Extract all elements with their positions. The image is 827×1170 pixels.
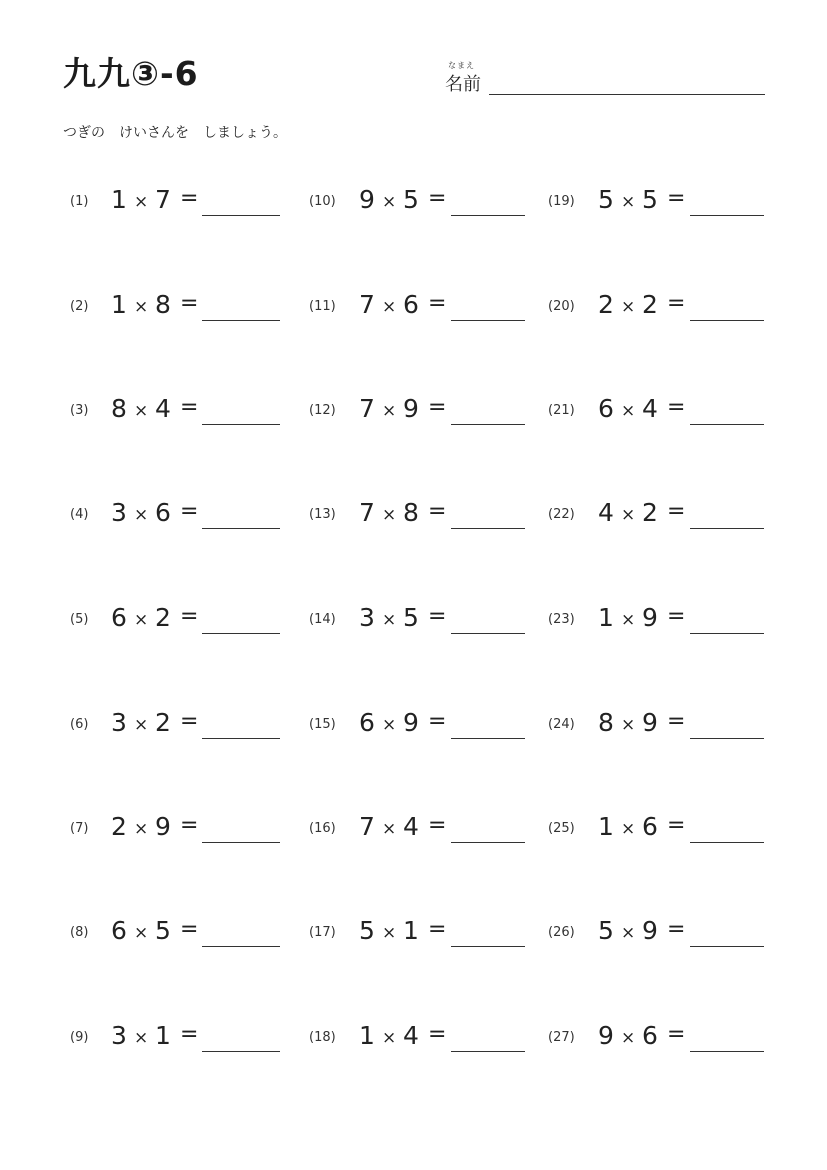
operand-a: 6	[111, 916, 127, 945]
operand-b: 4	[403, 1021, 419, 1050]
times-sign: ×	[621, 610, 636, 630]
worksheet-title: 九九③-6	[63, 54, 199, 93]
answer-blank[interactable]	[690, 215, 764, 216]
operand-a: 4	[598, 498, 614, 527]
times-sign: ×	[621, 297, 636, 317]
problem-number: (27)	[548, 1030, 575, 1045]
equals-sign: =	[667, 186, 686, 211]
equals-sign: =	[180, 917, 199, 942]
equals-sign: =	[428, 813, 447, 838]
times-sign: ×	[134, 610, 149, 630]
operand-b: 2	[155, 708, 171, 737]
problem-number: (21)	[548, 403, 575, 418]
times-sign: ×	[134, 401, 149, 421]
operand-b: 5	[403, 603, 419, 632]
operand-a: 3	[359, 603, 375, 632]
times-sign: ×	[382, 505, 397, 525]
problem-number: (15)	[309, 717, 336, 732]
operand-a: 5	[359, 916, 375, 945]
problem-number: (5)	[70, 612, 89, 627]
operand-b: 6	[155, 498, 171, 527]
problem-number: (18)	[309, 1030, 336, 1045]
answer-blank[interactable]	[690, 946, 764, 947]
times-sign: ×	[134, 192, 149, 212]
times-sign: ×	[382, 1028, 397, 1048]
operand-b: 5	[403, 185, 419, 214]
equals-sign: =	[667, 604, 686, 629]
problem-number: (2)	[70, 299, 89, 314]
times-sign: ×	[382, 819, 397, 839]
answer-blank[interactable]	[690, 738, 764, 739]
problem-number: (4)	[70, 507, 89, 522]
operand-b: 8	[403, 498, 419, 527]
problem-item	[0, 287, 827, 327]
problem-number: (19)	[548, 194, 575, 209]
operand-b: 9	[155, 812, 171, 841]
times-sign: ×	[621, 192, 636, 212]
problem-number: (17)	[309, 925, 336, 940]
operand-a: 1	[598, 812, 614, 841]
operand-a: 6	[111, 603, 127, 632]
equals-sign: =	[180, 813, 199, 838]
problem-number: (9)	[70, 1030, 89, 1045]
operand-b: 4	[155, 394, 171, 423]
operand-a: 9	[359, 185, 375, 214]
operand-b: 6	[642, 1021, 658, 1050]
operand-a: 3	[111, 1021, 127, 1050]
times-sign: ×	[621, 819, 636, 839]
problem-number: (22)	[548, 507, 575, 522]
problem-item	[0, 495, 827, 535]
answer-blank[interactable]	[690, 633, 764, 634]
equals-sign: =	[180, 499, 199, 524]
problem-number: (11)	[309, 299, 336, 314]
problem-number: (26)	[548, 925, 575, 940]
equals-sign: =	[428, 917, 447, 942]
operand-b: 1	[403, 916, 419, 945]
operand-a: 5	[598, 185, 614, 214]
times-sign: ×	[134, 505, 149, 525]
operand-a: 1	[359, 1021, 375, 1050]
operand-a: 7	[359, 394, 375, 423]
times-sign: ×	[134, 819, 149, 839]
operand-a: 7	[359, 812, 375, 841]
equals-sign: =	[180, 186, 199, 211]
times-sign: ×	[134, 297, 149, 317]
problem-number: (13)	[309, 507, 336, 522]
operand-a: 6	[359, 708, 375, 737]
name-ruby: なまえ	[448, 61, 475, 70]
operand-a: 3	[111, 498, 127, 527]
operand-a: 9	[598, 1021, 614, 1050]
times-sign: ×	[382, 192, 397, 212]
operand-b: 7	[155, 185, 171, 214]
equals-sign: =	[667, 813, 686, 838]
equals-sign: =	[667, 291, 686, 316]
operand-a: 8	[111, 394, 127, 423]
times-sign: ×	[621, 505, 636, 525]
problem-number: (1)	[70, 194, 89, 209]
answer-blank[interactable]	[690, 424, 764, 425]
answer-blank[interactable]	[690, 320, 764, 321]
equals-sign: =	[180, 395, 199, 420]
operand-a: 2	[111, 812, 127, 841]
problem-item	[0, 913, 827, 953]
answer-blank[interactable]	[690, 1051, 764, 1052]
problem-item	[0, 600, 827, 640]
problem-item	[0, 391, 827, 431]
operand-a: 1	[111, 290, 127, 319]
operand-a: 6	[598, 394, 614, 423]
equals-sign: =	[180, 709, 199, 734]
problem-number: (20)	[548, 299, 575, 314]
operand-a: 7	[359, 290, 375, 319]
equals-sign: =	[428, 395, 447, 420]
problem-number: (14)	[309, 612, 336, 627]
problem-number: (12)	[309, 403, 336, 418]
equals-sign: =	[667, 499, 686, 524]
times-sign: ×	[382, 297, 397, 317]
operand-b: 4	[403, 812, 419, 841]
operand-b: 9	[642, 603, 658, 632]
operand-a: 3	[111, 708, 127, 737]
times-sign: ×	[382, 715, 397, 735]
times-sign: ×	[621, 715, 636, 735]
problem-number: (23)	[548, 612, 575, 627]
problem-number: (10)	[309, 194, 336, 209]
operand-b: 9	[403, 394, 419, 423]
times-sign: ×	[621, 1028, 636, 1048]
name-writing-line[interactable]	[489, 94, 765, 95]
times-sign: ×	[134, 923, 149, 943]
times-sign: ×	[134, 715, 149, 735]
equals-sign: =	[428, 1022, 447, 1047]
problem-item	[0, 1018, 827, 1058]
equals-sign: =	[428, 709, 447, 734]
problem-number: (25)	[548, 821, 575, 836]
operand-a: 1	[111, 185, 127, 214]
operand-b: 2	[642, 498, 658, 527]
operand-b: 9	[642, 708, 658, 737]
operand-a: 1	[598, 603, 614, 632]
times-sign: ×	[621, 401, 636, 421]
equals-sign: =	[428, 291, 447, 316]
problem-item	[0, 705, 827, 745]
problem-number: (7)	[70, 821, 89, 836]
operand-b: 6	[642, 812, 658, 841]
operand-a: 5	[598, 916, 614, 945]
problem-number: (16)	[309, 821, 336, 836]
operand-b: 2	[155, 603, 171, 632]
operand-b: 8	[155, 290, 171, 319]
equals-sign: =	[667, 1022, 686, 1047]
equals-sign: =	[667, 709, 686, 734]
problem-item	[0, 809, 827, 849]
operand-b: 1	[155, 1021, 171, 1050]
name-field	[445, 60, 765, 100]
operand-b: 2	[642, 290, 658, 319]
operand-b: 6	[403, 290, 419, 319]
equals-sign: =	[180, 291, 199, 316]
problem-number: (8)	[70, 925, 89, 940]
problem-number: (24)	[548, 717, 575, 732]
equals-sign: =	[667, 395, 686, 420]
times-sign: ×	[382, 401, 397, 421]
equals-sign: =	[428, 499, 447, 524]
name-label: 名前	[445, 74, 481, 95]
operand-a: 2	[598, 290, 614, 319]
times-sign: ×	[134, 1028, 149, 1048]
times-sign: ×	[621, 923, 636, 943]
instructions: つぎの けいさんを しましょう。	[63, 125, 287, 141]
operand-b: 5	[642, 185, 658, 214]
equals-sign: =	[180, 604, 199, 629]
answer-blank[interactable]	[690, 842, 764, 843]
operand-b: 4	[642, 394, 658, 423]
problem-number: (6)	[70, 717, 89, 732]
operand-a: 7	[359, 498, 375, 527]
times-sign: ×	[382, 923, 397, 943]
times-sign: ×	[382, 610, 397, 630]
operand-a: 8	[598, 708, 614, 737]
operand-b: 9	[403, 708, 419, 737]
equals-sign: =	[428, 604, 447, 629]
operand-b: 5	[155, 916, 171, 945]
answer-blank[interactable]	[690, 528, 764, 529]
equals-sign: =	[180, 1022, 199, 1047]
problem-item	[0, 182, 827, 222]
problem-number: (3)	[70, 403, 89, 418]
equals-sign: =	[667, 917, 686, 942]
equals-sign: =	[428, 186, 447, 211]
operand-b: 9	[642, 916, 658, 945]
